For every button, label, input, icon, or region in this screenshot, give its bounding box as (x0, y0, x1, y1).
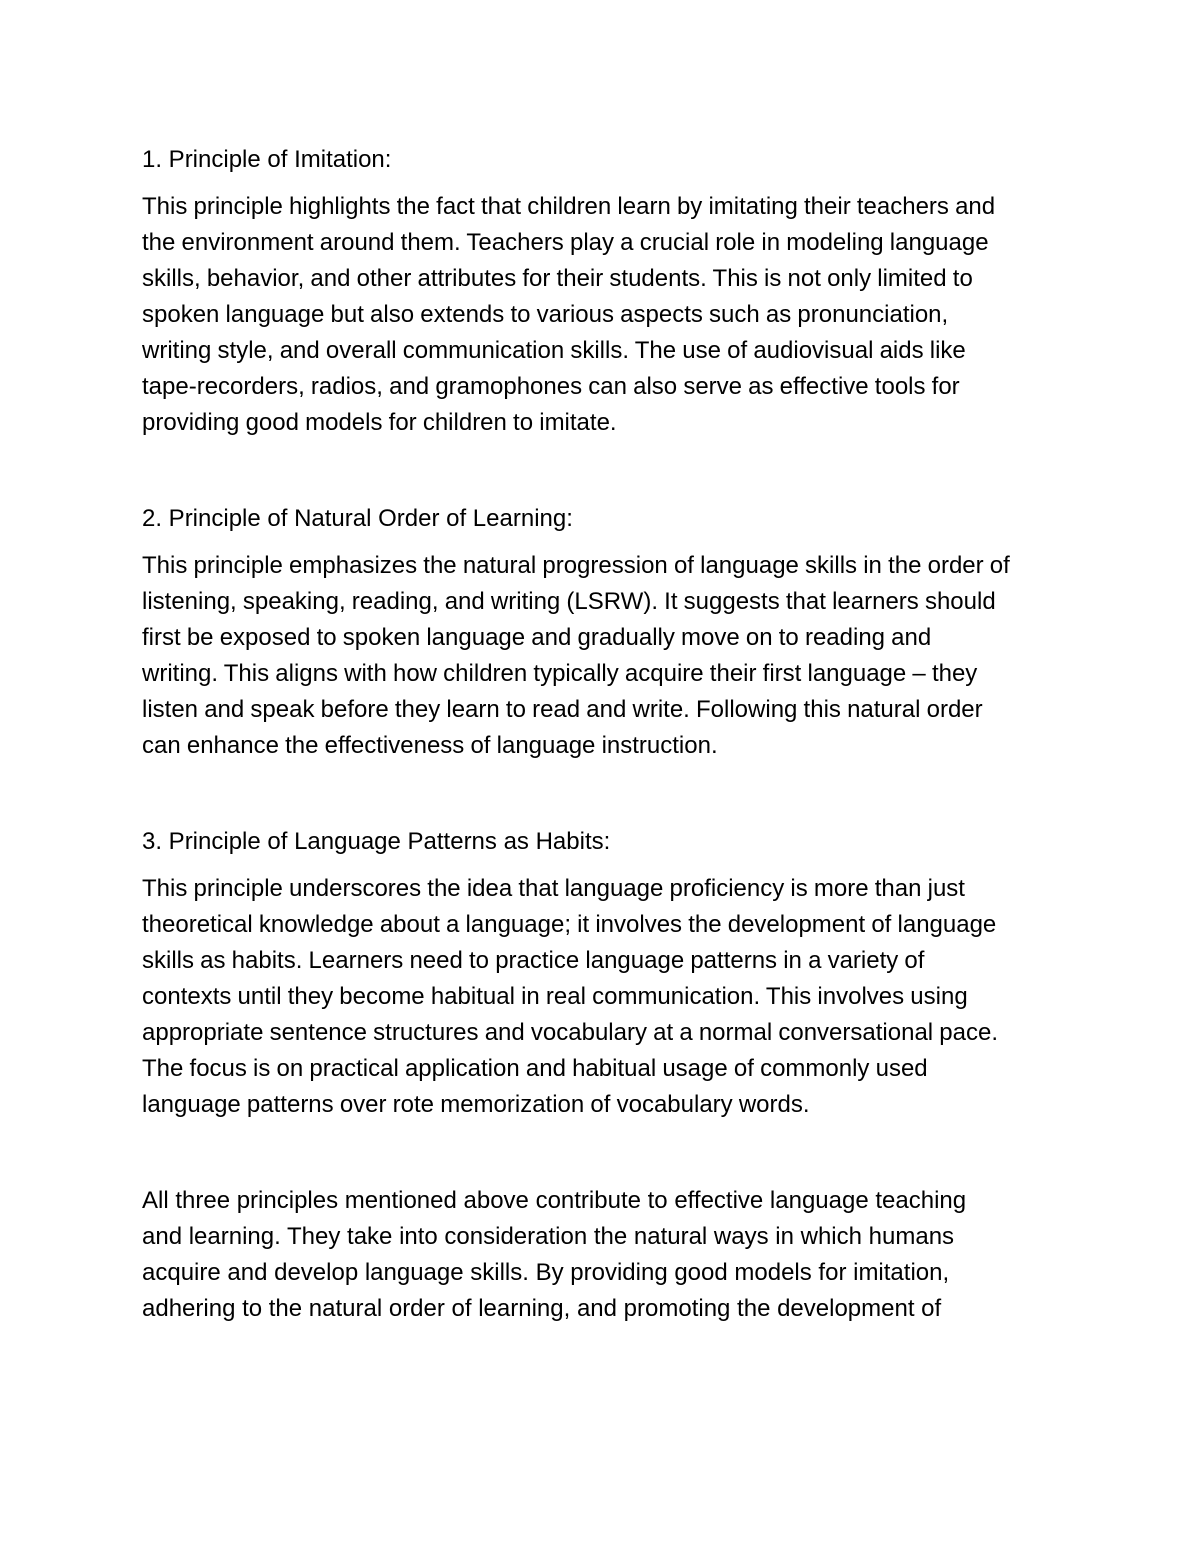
section-1-body: This principle highlights the fact that children learn by imitating their teachers and the environment around them. Teachers play a crucial role in modeling language skills, behavior, and other attributes for their students. This is not only limited to spoken language but also extends to various aspects such as pronunciation, writing style, and overall communication skills. The use of audiovisual aids like tape-recorders, radios, and gramophones can also serve as effective tools for providing good models for children to imitate. (142, 193, 996, 436)
section-3-heading: 3. Principle of Language Patterns as Habits: (142, 828, 611, 855)
section-divider-space (142, 764, 1072, 824)
section-1-heading: 1. Principle of Imitation: (142, 146, 392, 173)
conclusion-paragraph: All three principles mentioned above contribute to effective language teaching and learning. They take into consideration the natural ways in which humans acquire and develop language skills. By providing good models for imitation, adhering to the natural order of learning, and promoting the development of (142, 1187, 967, 1322)
document-content (142, 142, 1072, 1327)
section-2-heading: 2. Principle of Natural Order of Learning: (142, 505, 573, 532)
section-divider-space (142, 441, 1072, 501)
section-2-body: This principle emphasizes the natural progression of language skills in the order of listening, speaking, reading, and writing (LSRW). It suggests that learners should first be exposed to spoken language and gradually move on to reading and writing. This aligns with how children typically acquire their first language – they listen and speak before they learn to read and write. Following this natural order can enhance the effectiveness of language instruction. (142, 552, 1010, 759)
section-3-body: This principle underscores the idea that language proficiency is more than just theoretical knowledge about a language; it involves the development of language skills as habits. Learners need to practice language patterns in a variety of contexts until they become habitual in real communication. This involves using appropriate sentence structures and vocabulary at a normal conversational pace. The focus is on practical application and habitual usage of commonly used language patterns over rote memorization of vocabulary words. (142, 875, 998, 1118)
section-divider-space (142, 1123, 1072, 1183)
